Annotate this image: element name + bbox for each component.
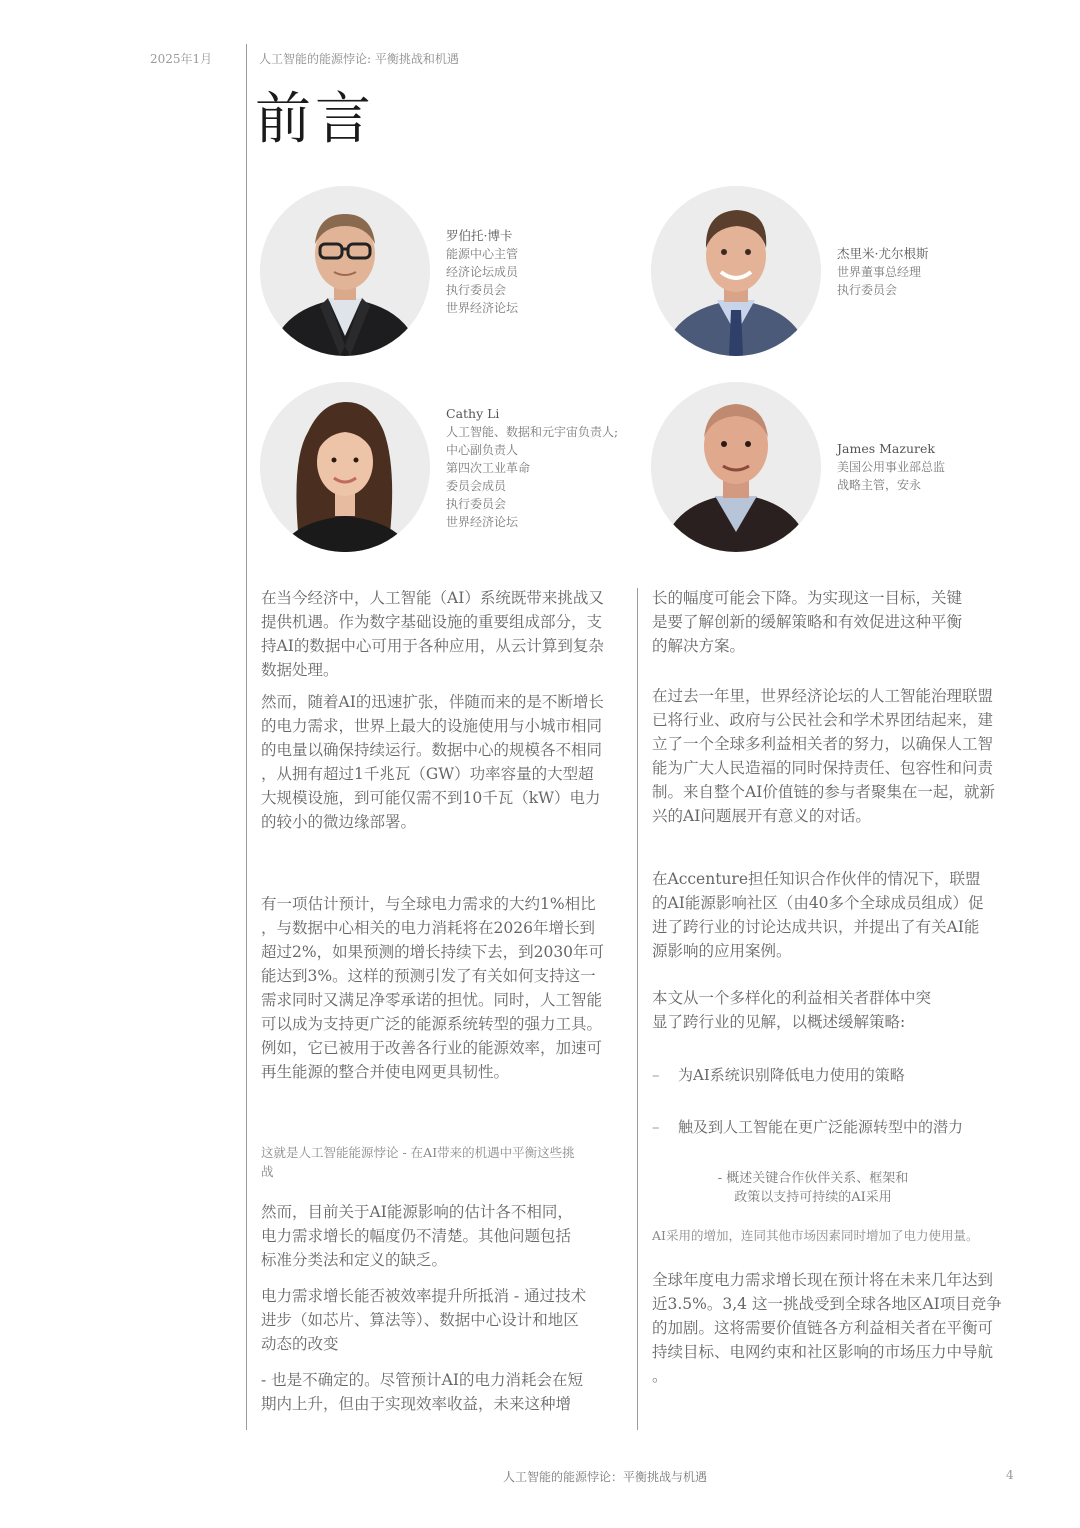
author-role: 中心副负责人 — [446, 443, 519, 457]
author-role: 美国公用事业部总监 — [837, 460, 946, 474]
bullet-item-3: - 概述关键合作伙伴关系、框架和 政策以支持可持续的AI采用 — [717, 1171, 909, 1205]
right-paragraph-5: 全球年度电力需求增长现在预计将在未来几年达到 近3.5%。3,4 这一挑战受到全球各地区AI项目竞争 的加剧。这将需要价值链各方利益相关者在平衡可 持续目标、电网约束和社区影响的市场压力中导航 。 — [652, 1271, 1002, 1385]
author-name: 杰里米·尤尔根斯 — [837, 246, 929, 261]
author-bio-cathy-li — [446, 405, 618, 531]
page-title: 前言 — [255, 87, 375, 152]
right-paragraph-2: 在过去一年里，世界经济论坛的人工智能治理联盟 已将行业、政府与公民社会和学术界团结起来，建 立了一个全球多利益相关者的努力，以确保人工智 能为广大人民造福的同时保持责任、包容性和问责 制。来自整个AI价值链的参与者聚集在一起，就新 兴的AI问题展开有意义的对话。 — [652, 687, 995, 825]
author-name: Cathy Li — [446, 406, 500, 421]
author-photo-roberto-bocca — [260, 186, 430, 356]
left-paragraph-2: 然而，随着AI的迅速扩张，伴随而来的是不断增长 的电力需求，世界上最大的设施使用与小城市相同 的电量以确保持续运行。数据中心的规模各不相同 ，从拥有超过1千兆瓦（GW）功率容量的大型超 大规模设施，到可能仅需不到10千瓦（kW）电力 的较小的微边缘部署。 — [261, 693, 604, 831]
left-paragraph-4: 然而，目前关于AI能源影响的估计各不相同， 电力需求增长的幅度仍不清楚。其他问题包括 标准分类法和定义的缺乏。 — [261, 1203, 573, 1269]
footer-title: 人工智能的能源悖论：平衡挑战与机遇 — [502, 1470, 707, 1484]
author-name: James Mazurek — [837, 441, 935, 456]
bullet-dash: – — [652, 1066, 660, 1084]
right-note: AI采用的增加，连同其他市场因素同时增加了电力使用量。 — [652, 1228, 979, 1243]
header-title: 人工智能的能源悖论: 平衡挑战和机遇 — [259, 52, 459, 66]
author-role: 战略主管，安永 — [837, 478, 922, 492]
right-paragraph-3: 在Accenture担任知识合作伙伴的情况下，联盟 的AI能源影响社区（由40多个全球成员组成）促 进了跨行业的讨论达成共识，并提出了有关AI能 源影响的应用案例。 — [652, 870, 984, 960]
left-paragraph-1: 在当今经济中，人工智能（AI）系统既带来挑战又 提供机遇。作为数字基础设施的重要组成部分，支 持AI的数据中心可用于各种应用，从云计算到复杂 数据处理。 — [261, 589, 604, 679]
right-paragraph-1: 长的幅度可能会下降。为实现这一目标，关键 是要了解创新的缓解策略和有效促进这种平衡 的解决方案。 — [652, 589, 963, 655]
author-role: 执行委员会 — [837, 283, 898, 297]
author-bio-jeremy-jurgens — [837, 245, 928, 299]
author-bio-roberto-bocca — [446, 227, 518, 317]
left-paragraph-6: - 也是不确定的。尽管预计AI的电力消耗会在短 期内上升，但由于实现效率收益，未来这种增 — [261, 1371, 583, 1413]
author-role: 委员会成员 — [446, 479, 507, 493]
header-date: 2025年1月 — [150, 52, 213, 66]
author-role: 执行委员会 — [446, 283, 507, 297]
bullet-item-2: – 触及到人工智能在更广泛能源转型中的潜力 — [652, 1118, 964, 1136]
author-name: 罗伯托·博卡 — [446, 228, 513, 243]
author-bio-james-mazurek — [837, 440, 945, 494]
author-role: 执行委员会 — [446, 497, 507, 511]
author-photo-jeremy-jurgens — [651, 186, 821, 356]
author-org: 世界经济论坛 — [446, 301, 519, 315]
author-role: 人工智能、数据和元宇宙负责人; — [446, 425, 619, 439]
left-paragraph-3: 有一项估计预计，与全球电力需求的大约1%相比 ，与数据中心相关的电力消耗将在2026年增长到 超过2%，如果预测的增长持续下去，到2030年可 能达到3%。这样的预测引发了有关如何支持这一 需求同时又满足净零承诺的担忧。同时，人工智能 可以成为支持更广泛的能源系统转型的强力工具。 例如，它已被用于改善各行业的能源效率，加速可 再生能源的整合并使电网更具韧性。 — [261, 895, 605, 1081]
author-org: 世界经济论坛 — [446, 515, 519, 529]
author-role: 经济论坛成员 — [446, 265, 519, 279]
page-number: 4 — [1006, 1468, 1014, 1482]
left-callout: 这就是人工智能能源悖论 - 在AI带来的机遇中平衡这些挑 战 — [261, 1145, 575, 1179]
author-photo-james-mazurek — [651, 382, 821, 552]
author-photo-cathy-li — [260, 382, 430, 552]
bullet-dash: – — [652, 1118, 660, 1136]
right-paragraph-4: 本文从一个多样化的利益相关者群体中突 显了跨行业的见解，以概述缓解策略: — [652, 989, 932, 1031]
author-role: 能源中心主管 — [446, 247, 519, 261]
author-role: 世界董事总经理 — [837, 265, 922, 279]
left-paragraph-5: 电力需求增长能否被效率提升所抵消 - 通过技术 进步（如芯片、算法等）、数据中心设计和地区 动态的改变 — [261, 1287, 587, 1353]
bullet-item-1: – 为AI系统识别降低电力使用的策略 — [652, 1066, 905, 1084]
author-role: 第四次工业革命 — [446, 461, 531, 475]
column-divider-rule — [637, 588, 638, 1430]
left-margin-rule — [246, 44, 247, 1430]
